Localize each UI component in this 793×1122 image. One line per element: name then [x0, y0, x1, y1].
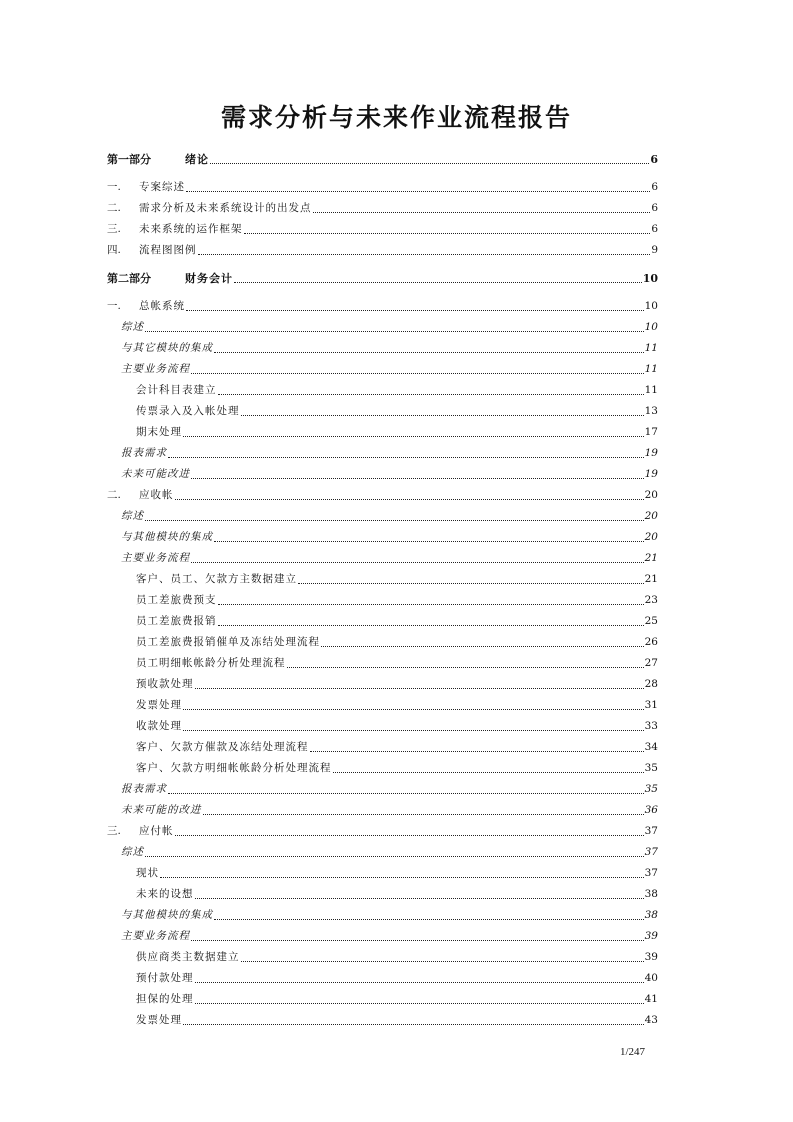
toc-entry[interactable]	[107, 586, 658, 607]
toc-entry-text: 传票录入及入帐处理	[136, 405, 240, 417]
toc-entry-number: 二.	[107, 489, 121, 501]
toc-page-number: 35	[644, 783, 658, 795]
toc-entry-number: 四.	[107, 244, 121, 256]
toc-entry[interactable]	[107, 733, 658, 754]
toc-entry-text: 员工明细帐帐龄分析处理流程	[136, 657, 286, 669]
toc-page-number: 40	[644, 972, 658, 984]
toc-entry-text: 绪论	[185, 153, 209, 166]
toc-page-number: 11	[644, 342, 658, 354]
toc-entry[interactable]	[107, 355, 658, 376]
toc-entry[interactable]	[107, 607, 658, 628]
toc-leader-dots	[195, 885, 644, 899]
toc-entry-text: 发票处理	[136, 1014, 182, 1026]
toc-entry-text: 专案综述	[139, 181, 185, 193]
page-indicator: 1/247	[620, 1046, 646, 1058]
toc-page-number: 10	[642, 272, 658, 285]
toc-entry[interactable]	[107, 943, 658, 964]
toc-entry-number: 二.	[107, 202, 121, 214]
toc-entry[interactable]	[107, 964, 658, 985]
toc-page-number: 10	[644, 321, 658, 333]
toc-part-heading[interactable]	[107, 145, 658, 166]
toc-page-number: 17	[644, 426, 658, 438]
table-of-contents	[107, 145, 658, 1027]
toc-entry[interactable]	[107, 796, 658, 817]
toc-entry-number: 第一部分	[107, 153, 151, 166]
toc-leader-dots	[195, 969, 644, 983]
toc-part-heading[interactable]	[107, 264, 658, 285]
toc-page-number: 6	[651, 202, 658, 214]
toc-page-number: 25	[644, 615, 658, 627]
toc-page-number: 6	[651, 223, 658, 235]
toc-entry-number: 一.	[107, 300, 121, 312]
toc-entry[interactable]	[107, 460, 658, 481]
toc-entry[interactable]	[107, 838, 658, 859]
toc-entry[interactable]	[107, 215, 658, 236]
toc-leader-dots	[214, 906, 644, 920]
toc-leader-dots	[186, 178, 650, 192]
toc-page-number: 23	[644, 594, 658, 606]
toc-page-number: 34	[644, 741, 658, 753]
toc-leader-dots	[313, 199, 651, 213]
toc-page-number: 31	[644, 699, 658, 711]
toc-entry-text: 现状	[136, 867, 159, 879]
toc-page-number: 11	[644, 384, 658, 396]
toc-entry-text: 供应商类主数据建立	[136, 951, 240, 963]
toc-entry-text: 与其他模块的集成	[121, 531, 213, 543]
toc-leader-dots	[168, 444, 644, 458]
toc-entry[interactable]	[107, 236, 658, 257]
toc-entry[interactable]	[107, 775, 658, 796]
toc-leader-dots	[175, 486, 644, 500]
toc-entry-number: 第二部分	[107, 272, 151, 285]
toc-entry-text: 期末处理	[136, 426, 182, 438]
toc-leader-dots	[145, 318, 644, 332]
toc-entry-text: 未来可能改进	[121, 468, 190, 480]
toc-entry[interactable]	[107, 418, 658, 439]
toc-entry[interactable]	[107, 481, 658, 502]
toc-entry-text: 与其它模块的集成	[121, 342, 213, 354]
toc-entry[interactable]	[107, 691, 658, 712]
toc-page-number: 9	[651, 244, 658, 256]
toc-entry[interactable]	[107, 985, 658, 1006]
toc-entry-text: 发票处理	[136, 699, 182, 711]
toc-entry-text: 综述	[121, 321, 144, 333]
toc-leader-dots	[160, 864, 644, 878]
toc-page-number: 13	[644, 405, 658, 417]
toc-leader-dots	[175, 822, 644, 836]
toc-entry[interactable]	[107, 649, 658, 670]
toc-leader-dots	[287, 654, 644, 668]
toc-page-number: 33	[644, 720, 658, 732]
toc-leader-dots	[203, 801, 644, 815]
toc-page-number: 41	[644, 993, 658, 1005]
toc-entry-text: 需求分析及未来系统设计的出发点	[139, 202, 312, 214]
toc-entry-text: 财务会计	[185, 272, 233, 285]
toc-leader-dots	[198, 241, 651, 255]
toc-leader-dots	[214, 339, 644, 353]
toc-entry-text: 员工差旅费报销催单及冻结处理流程	[136, 636, 320, 648]
toc-entry[interactable]	[107, 544, 658, 565]
toc-leader-dots	[191, 927, 644, 941]
toc-entry[interactable]	[107, 194, 658, 215]
toc-leader-dots	[183, 1011, 644, 1025]
toc-page-number: 39	[644, 951, 658, 963]
toc-page-number: 10	[644, 300, 658, 312]
toc-entry-text: 客户、员工、欠款方主数据建立	[136, 573, 297, 585]
toc-entry[interactable]	[107, 334, 658, 355]
toc-entry[interactable]	[107, 565, 658, 586]
toc-page-number: 26	[644, 636, 658, 648]
toc-page-number: 6	[650, 153, 658, 166]
toc-page-number: 37	[644, 825, 658, 837]
toc-entry-number: 三.	[107, 825, 121, 837]
toc-entry[interactable]	[107, 502, 658, 523]
toc-entry-text: 未来可能的改进	[121, 804, 202, 816]
toc-entry[interactable]	[107, 292, 658, 313]
toc-leader-dots	[191, 360, 644, 374]
toc-entry[interactable]	[107, 880, 658, 901]
toc-page-number: 43	[644, 1014, 658, 1026]
toc-leader-dots	[191, 465, 644, 479]
toc-entry-number: 一.	[107, 181, 121, 193]
toc-entry-text: 报表需求	[121, 447, 167, 459]
toc-entry-text: 综述	[121, 846, 144, 858]
toc-entry[interactable]	[107, 817, 658, 838]
toc-leader-dots	[191, 549, 644, 563]
toc-leader-dots	[218, 612, 644, 626]
toc-entry-text: 报表需求	[121, 783, 167, 795]
toc-leader-dots	[244, 220, 651, 234]
toc-entry[interactable]	[107, 313, 658, 334]
toc-entry-text: 收款处理	[136, 720, 182, 732]
toc-entry[interactable]	[107, 1006, 658, 1027]
toc-leader-dots	[241, 402, 644, 416]
toc-page-number: 39	[644, 930, 658, 942]
toc-entry-text: 客户、欠款方明细帐帐龄分析处理流程	[136, 762, 332, 774]
toc-page-number: 11	[644, 363, 658, 375]
toc-leader-dots	[333, 759, 644, 773]
toc-leader-dots	[214, 528, 644, 542]
toc-entry[interactable]	[107, 712, 658, 733]
toc-leader-dots	[321, 633, 644, 647]
document-title: 需求分析与未来作业流程报告	[220, 103, 572, 132]
toc-leader-dots	[298, 570, 644, 584]
toc-entry[interactable]	[107, 628, 658, 649]
toc-entry-text: 会计科目表建立	[136, 384, 217, 396]
toc-entry-text: 综述	[121, 510, 144, 522]
toc-page-number: 20	[644, 489, 658, 501]
toc-leader-dots	[183, 717, 644, 731]
toc-entry[interactable]	[107, 397, 658, 418]
toc-entry[interactable]	[107, 439, 658, 460]
toc-page-number: 38	[644, 909, 658, 921]
toc-entry-text: 预付款处理	[136, 972, 194, 984]
toc-page-number: 21	[644, 552, 658, 564]
toc-entry[interactable]	[107, 754, 658, 775]
toc-page-number: 37	[644, 867, 658, 879]
toc-leader-dots	[186, 297, 644, 311]
toc-entry-text: 员工差旅费预支	[136, 594, 217, 606]
toc-entry[interactable]	[107, 901, 658, 922]
toc-entry-text: 未来系统的运作框架	[139, 223, 243, 235]
toc-entry[interactable]	[107, 922, 658, 943]
toc-entry-text: 预收款处理	[136, 678, 194, 690]
toc-leader-dots	[234, 269, 642, 283]
toc-entry-text: 主要业务流程	[121, 930, 190, 942]
toc-leader-dots	[241, 948, 644, 962]
toc-entry-text: 流程图图例	[139, 244, 197, 256]
toc-page-number: 20	[644, 531, 658, 543]
toc-entry-text: 客户、欠款方催款及冻结处理流程	[136, 741, 309, 753]
toc-entry-text: 担保的处理	[136, 993, 194, 1005]
toc-leader-dots	[218, 591, 644, 605]
toc-entry-text: 主要业务流程	[121, 363, 190, 375]
toc-leader-dots	[210, 150, 649, 164]
toc-entry-number: 三.	[107, 223, 121, 235]
toc-page-number: 28	[644, 678, 658, 690]
toc-entry-text: 总帐系统	[139, 300, 185, 312]
toc-leader-dots	[218, 381, 644, 395]
toc-leader-dots	[183, 423, 644, 437]
toc-page-number: 38	[644, 888, 658, 900]
toc-page-number: 27	[644, 657, 658, 669]
toc-entry[interactable]	[107, 670, 658, 691]
toc-page-number: 20	[644, 510, 658, 522]
toc-entry-text: 未来的设想	[136, 888, 194, 900]
toc-page-number: 37	[644, 846, 658, 858]
toc-entry[interactable]	[107, 523, 658, 544]
toc-page-number: 35	[644, 762, 658, 774]
toc-leader-dots	[195, 675, 644, 689]
toc-entry-text: 应收帐	[139, 489, 174, 501]
toc-entry-text: 主要业务流程	[121, 552, 190, 564]
toc-page-number: 6	[651, 181, 658, 193]
toc-leader-dots	[310, 738, 644, 752]
toc-leader-dots	[183, 696, 644, 710]
toc-page-number: 19	[644, 468, 658, 480]
toc-leader-dots	[145, 507, 644, 521]
toc-page-number: 36	[644, 804, 658, 816]
toc-entry-text: 员工差旅费报销	[136, 615, 217, 627]
toc-entry[interactable]	[107, 173, 658, 194]
toc-entry-text: 与其他模块的集成	[121, 909, 213, 921]
toc-page-number: 21	[644, 573, 658, 585]
toc-leader-dots	[195, 990, 644, 1004]
toc-leader-dots	[145, 843, 644, 857]
toc-entry[interactable]	[107, 859, 658, 880]
toc-page-number: 19	[644, 447, 658, 459]
toc-entry[interactable]	[107, 376, 658, 397]
toc-entry-text: 应付帐	[139, 825, 174, 837]
toc-leader-dots	[168, 780, 644, 794]
